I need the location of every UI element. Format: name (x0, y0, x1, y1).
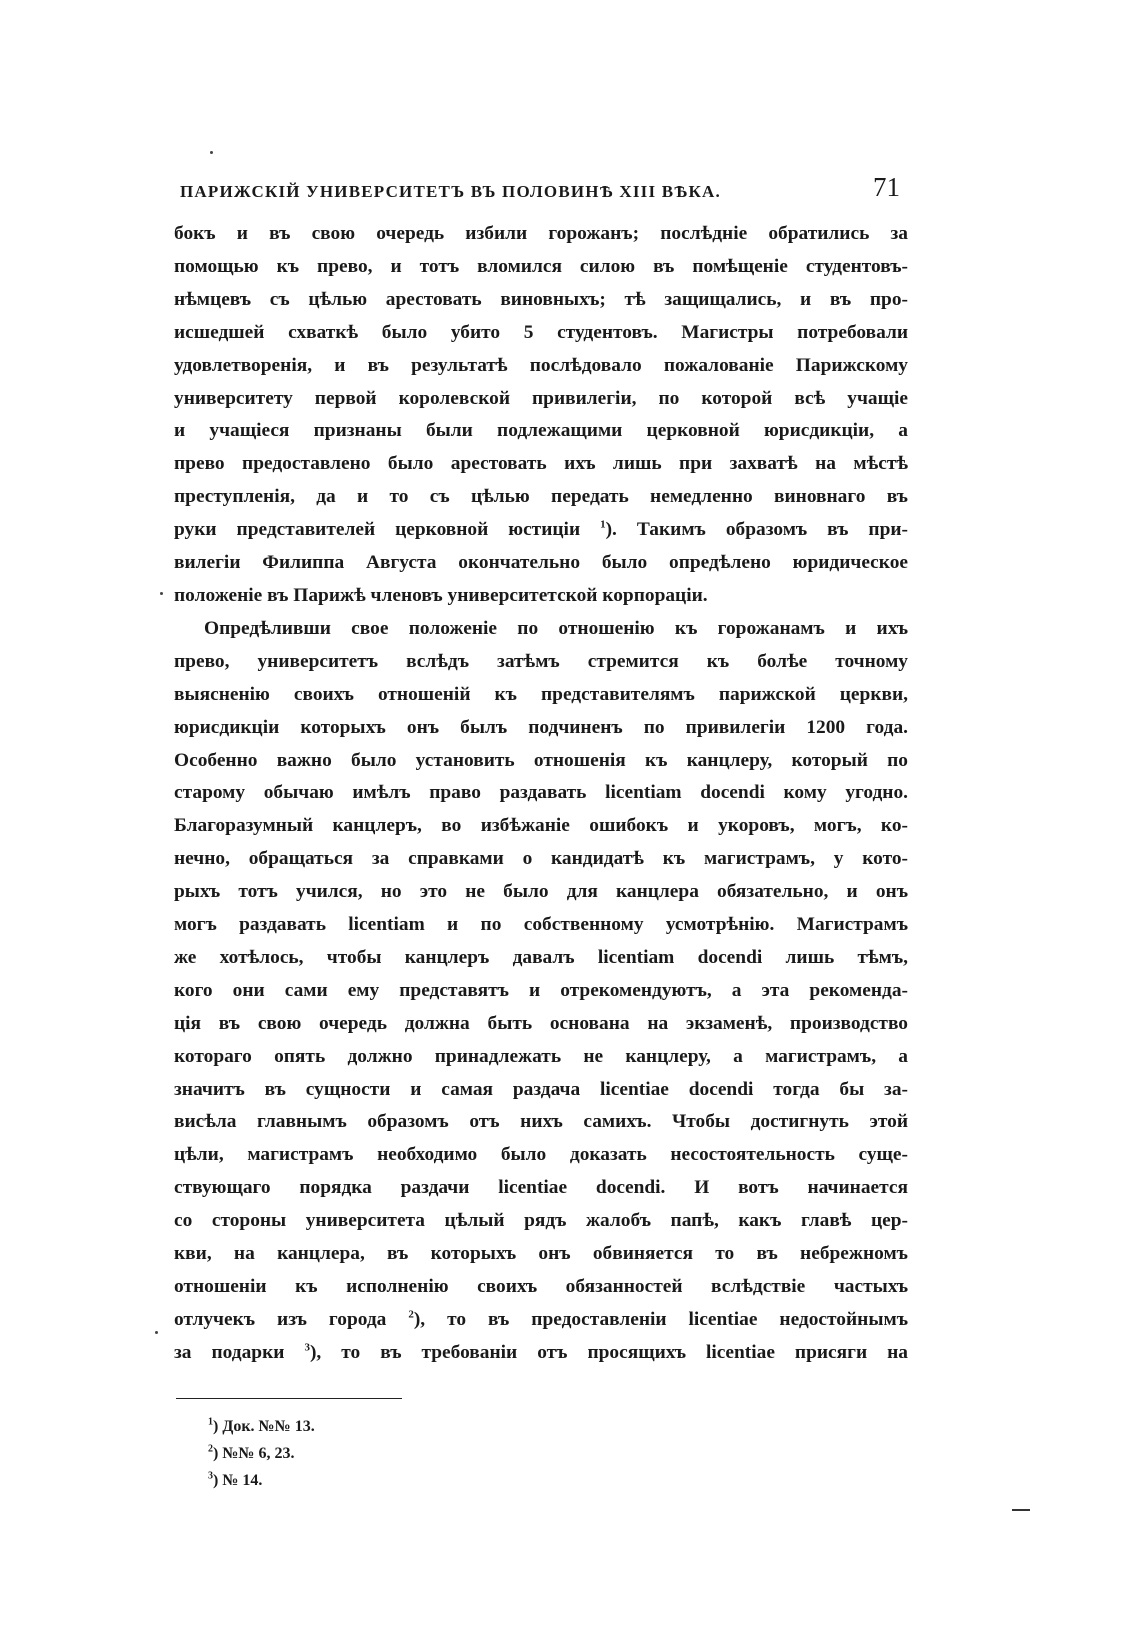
footnote-ref-1[interactable]: 1 (600, 518, 606, 531)
text-line-with-footnote (174, 514, 908, 547)
text-line: кого они сами ему представятъ и отрекомендуютъ, а эта рекоменда- (174, 979, 908, 1001)
footnote-mark: 2 (208, 1443, 213, 1455)
text-line: прево предоставлено было арестовать ихъ лишь при захватѣ на мѣстѣ (174, 453, 908, 475)
text-line: ствующаго порядка раздачи licentiae docendi. И вотъ начинается (174, 1177, 908, 1199)
text-line-with-footnote (174, 1337, 908, 1370)
footnote-divider (176, 1398, 402, 1399)
scan-speck (210, 151, 213, 154)
text-line: же хотѣлось, чтобы канцлеръ давалъ licentiam docendi лишь тѣмъ, (174, 946, 908, 968)
text-line: и учащіеся признаны были подлежащими церковной юрисдикціи, а (174, 420, 908, 442)
text-line: Особенно важно было установить отношенія къ канцлеру, который по (174, 749, 908, 771)
footnote-2 (208, 1440, 908, 1467)
text-line: висѣла главнымъ образомъ отъ нихъ самихъ. Чтобы достигнуть этой (174, 1111, 908, 1133)
text-line: университету первой королевской привилегіи, по которой всѣ учащіе (174, 387, 908, 409)
text-segment: руки представителей церковной юстиціи (174, 519, 581, 541)
text-line: помощью къ прево, и тотъ вломился силою въ помѣщеніе студентовъ- (174, 255, 908, 277)
footnotes (208, 1413, 908, 1494)
body-text (174, 218, 908, 1370)
text-line: котораго опять должно принадлежать не канцлеру, а магистрамъ, а (174, 1045, 908, 1067)
text-line: нечно, обращаться за справками о кандидатѣ къ магистрамъ, у кото- (174, 848, 908, 870)
text-line: вилегіи Филиппа Августа окончательно было опредѣлено юридическое (174, 552, 908, 574)
footnote-mark: 3 (208, 1470, 213, 1482)
text-line: бокъ и въ свою очередь избили горожанъ; послѣдніе обратились за (174, 223, 908, 244)
footnote-text: ) № 14. (213, 1471, 263, 1489)
page-number: 71 (873, 172, 900, 202)
footnote-3 (208, 1467, 908, 1494)
text-line: отношеніи къ исполненію своихъ обязанностей вслѣдствіе частыхъ (174, 1276, 908, 1297)
text-line: преступленія, да и то съ цѣлью передать немедленно виновнаго въ (174, 486, 908, 508)
scan-speck (155, 1331, 158, 1334)
scan-mark (1012, 1509, 1030, 1511)
text-line: прево, университетъ вслѣдъ затѣмъ стремится къ болѣе точному (174, 650, 908, 672)
text-line: удовлетворенія, и въ результатѣ послѣдовало пожалованіе Парижскому (174, 354, 908, 376)
text-line: исшедшей схваткѣ было убито 5 студентовъ. Магистры потребовали (174, 321, 908, 343)
text-line: старому обычаю имѣлъ право раздавать licentiam docendi кому угодно. (174, 782, 908, 804)
footnote-text: ) №№ 6, 23. (213, 1444, 295, 1462)
text-line: ція въ свою очередь должна быть основана на экзаменѣ, производство (174, 1012, 908, 1034)
footnote-ref-3[interactable]: 3 (304, 1341, 310, 1354)
text-line: со стороны университета цѣлый рядъ жалобъ папѣ, какъ главѣ цер- (174, 1210, 908, 1232)
text-line: Опредѣливши свое положеніе по отношенію къ горожанамъ и ихъ (204, 617, 908, 639)
page (174, 172, 908, 1494)
text-line: цѣли, магистрамъ необходимо было доказать несостоятельность суще- (174, 1144, 908, 1166)
scan-speck (160, 592, 163, 595)
text-line: нѣмцевъ съ цѣлью арестовать виновныхъ; тѣ защищались, и въ про- (174, 288, 908, 310)
text-segment: отлучекъ изъ города (174, 1308, 387, 1330)
text-line-with-footnote (174, 1304, 908, 1337)
running-title: ПАРИЖСКІЙ УНИВЕРСИТЕТЪ ВЪ ПОЛОВИНѢ XIII ВѢКА. (180, 182, 721, 201)
text-line: значитъ въ сущности и самая раздача licentiae docendi тогда бы за- (174, 1078, 908, 1100)
text-segment: ). Такимъ образомъ въ при- (605, 519, 908, 541)
text-line: выясненію своихъ отношеній къ представителямъ парижской церкви, (174, 683, 908, 705)
running-head (174, 172, 908, 212)
footnote-1 (208, 1413, 908, 1440)
footnote-text: ) Док. №№ 13. (213, 1417, 315, 1435)
text-line: рыхъ тотъ учился, но это не было для канцлера обязательно, и онъ (174, 881, 908, 903)
text-segment: ), то въ требованіи отъ просящихъ licentiae присяги на (309, 1341, 908, 1363)
text-line: положеніе въ Парижѣ членовъ университетской корпораціи. (174, 584, 708, 606)
text-line: кви, на канцлера, въ которыхъ онъ обвиняется то въ небрежномъ (174, 1243, 908, 1265)
text-line: могъ раздавать licentiam и по собственному усмотрѣнію. Магистрамъ (174, 914, 908, 936)
footnote-ref-2[interactable]: 2 (408, 1308, 414, 1321)
text-segment: за подарки (174, 1341, 285, 1363)
text-line: юрисдикціи которыхъ онъ былъ подчиненъ по привилегіи 1200 года. (174, 716, 908, 738)
text-segment: ), то въ предоставленіи licentiae недостойнымъ (413, 1308, 908, 1330)
footnote-mark: 1 (208, 1416, 213, 1428)
text-line: Благоразумный канцлеръ, во избѣжаніе ошибокъ и укоровъ, могъ, ко- (174, 815, 908, 837)
